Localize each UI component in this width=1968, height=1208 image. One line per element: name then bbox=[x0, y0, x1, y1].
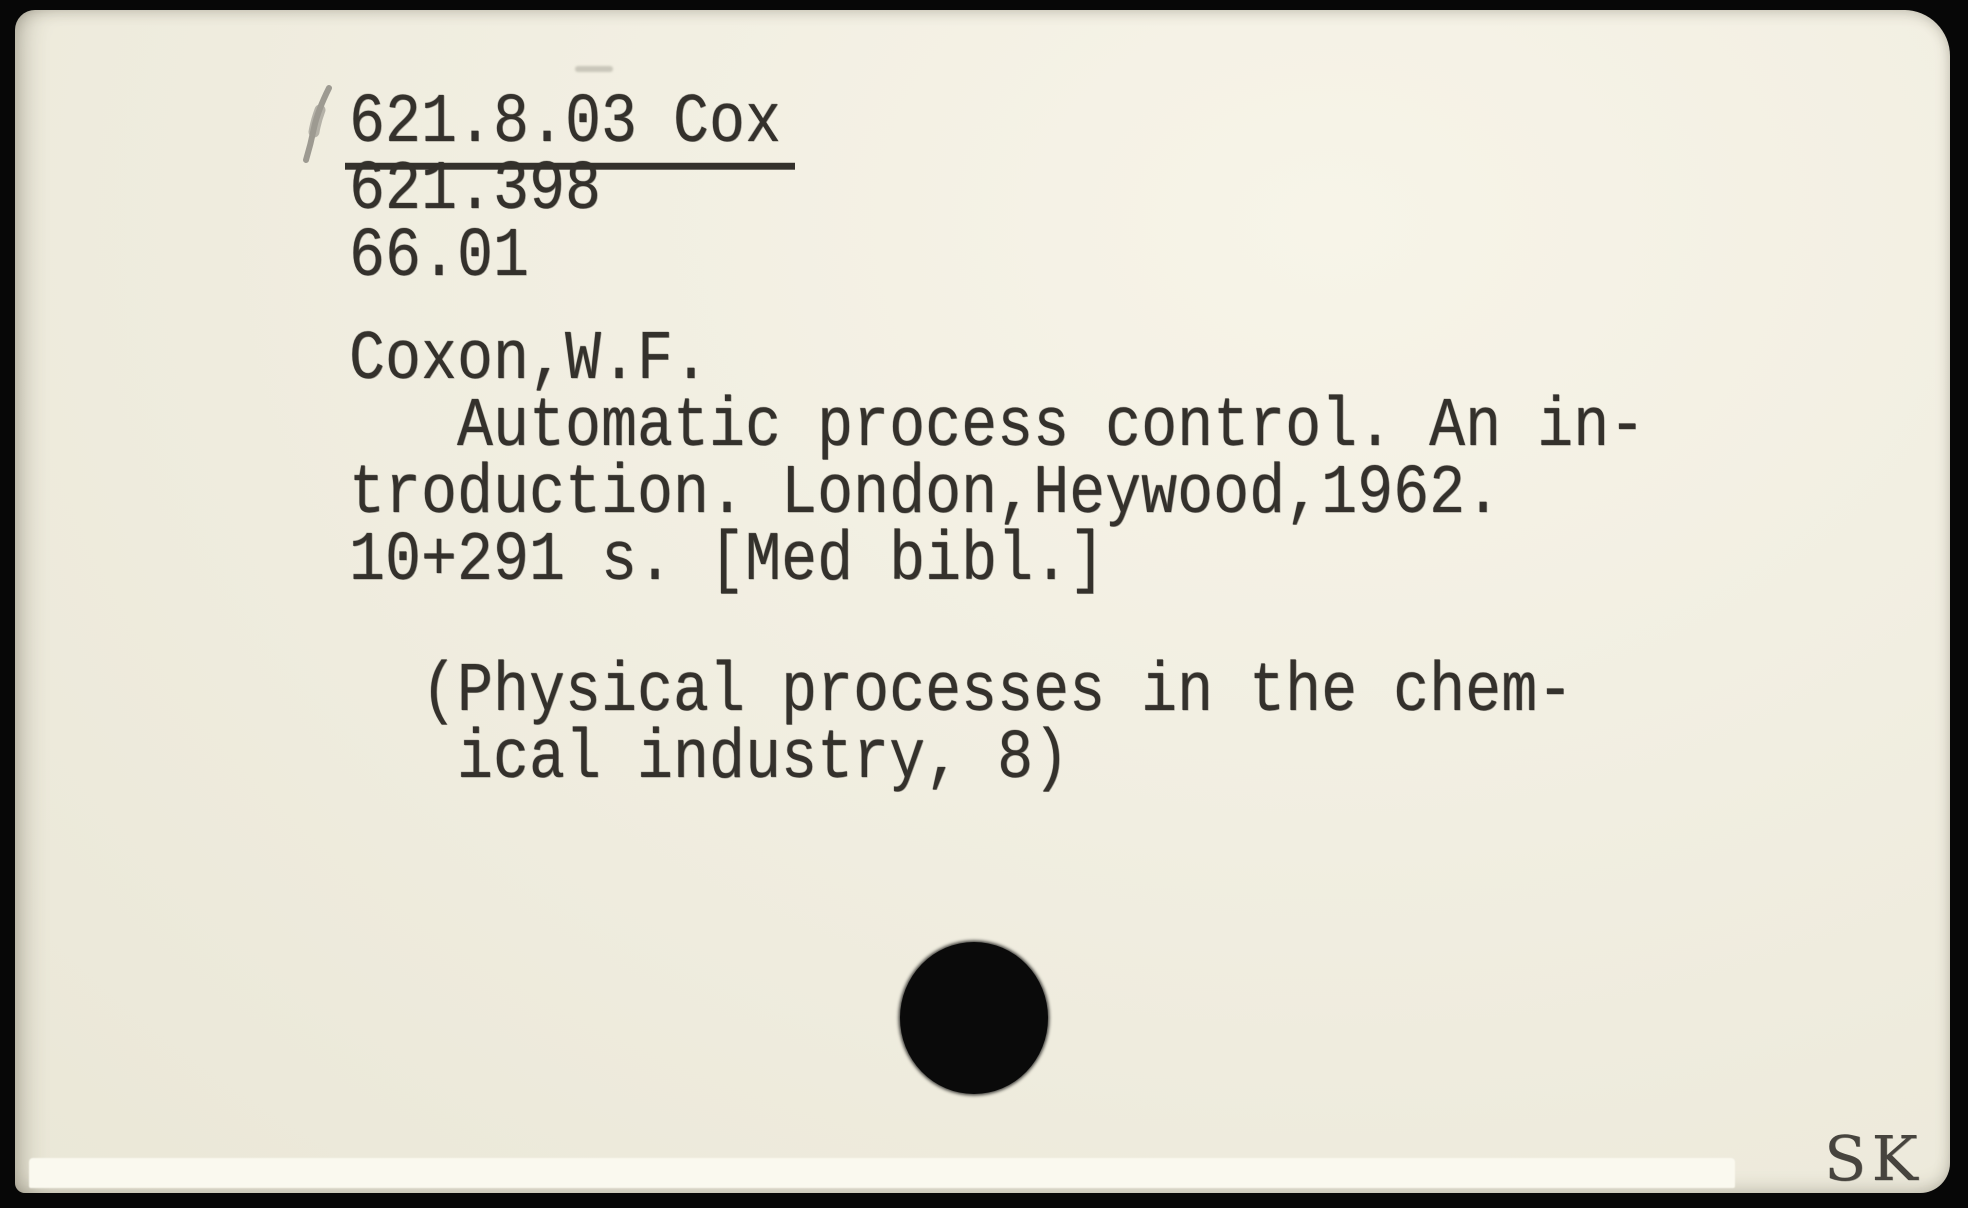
call-number-heading-line bbox=[349, 84, 795, 163]
call-number-secondary: 621.398 bbox=[349, 151, 602, 230]
author-line: Coxon,W.F. bbox=[349, 321, 710, 400]
pencil-tick-mark bbox=[296, 82, 338, 166]
card-bottom-edge bbox=[29, 1158, 1735, 1188]
scan-smudge bbox=[575, 66, 613, 72]
punch-hole-icon bbox=[900, 942, 1048, 1094]
entry-block bbox=[349, 321, 1646, 601]
call-number-heading: 621.8.03 Cox bbox=[345, 84, 795, 169]
series-line: (Physical processes in the chem- bbox=[349, 653, 1574, 732]
librarian-stamp: SK bbox=[1824, 1122, 1923, 1195]
call-numbers-block bbox=[349, 84, 795, 297]
series-block bbox=[349, 653, 1574, 799]
title-line: Automatic process control. An in- bbox=[349, 388, 1646, 467]
catalog-card bbox=[15, 10, 1950, 1193]
title-line: troduction. London,Heywood,1962. bbox=[349, 455, 1502, 534]
series-line: ical industry, 8) bbox=[349, 720, 1070, 799]
title-line: 10+291 s. [Med bibl.] bbox=[349, 522, 1106, 601]
call-number-secondary: 66.01 bbox=[349, 218, 530, 297]
